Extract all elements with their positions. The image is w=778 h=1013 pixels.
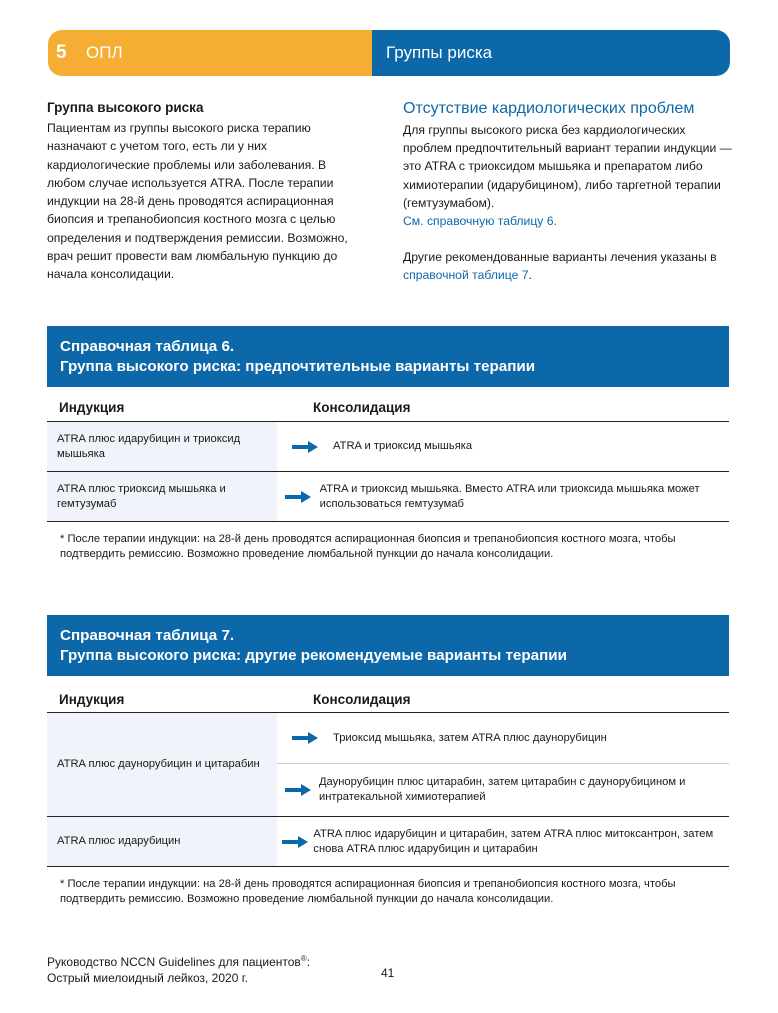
table7-title	[47, 615, 729, 676]
registered-mark: ®	[300, 954, 307, 963]
consolidation-text: ATRA плюс идарубицин и цитарабин, затем ATRA плюс митоксантрон, затем снова ATRA плюс идарубицин и цитарабин	[313, 827, 714, 855]
table6-col-induction: Индукция	[59, 399, 125, 415]
induction-cell: ATRA плюс идарубицин и триоксид мышьяка	[47, 422, 277, 471]
table6-reference-link[interactable]: См. справочную таблицу 6.	[403, 214, 557, 229]
table-row	[47, 817, 729, 867]
table7-col-induction: Индукция	[59, 691, 125, 707]
footer-colon: :	[306, 955, 311, 969]
consolidation-cell	[277, 422, 729, 471]
intro-right-p2-end: .	[528, 268, 532, 283]
consolidation-option	[277, 817, 729, 866]
consolidation-option	[277, 763, 729, 816]
table7-reference-link[interactable]: справочной таблице 7	[403, 268, 529, 283]
table7-title-line2: Группа высокого риска: другие рекомендуемые варианты терапии	[60, 647, 567, 664]
arrow-right-icon	[277, 836, 313, 848]
footer-line1	[47, 951, 310, 970]
consolidation-cell	[277, 817, 729, 866]
table6-column-headers	[47, 393, 729, 422]
intro-right-p2-text: Другие рекомендованные варианты лечения указаны в	[403, 250, 717, 265]
intro-right-text: Для группы высокого риска без кардиологических проблем предпочтительный вариант терапии индукции — это ATRA с триоксидом мышьяка и препаратом либо химиотерапии (идарубицином), либо таргетной терапии (гемтузумабом).	[403, 123, 732, 210]
chapter-number: 5	[56, 42, 67, 63]
consolidation-text: Триоксид мышьяка, затем ATRA плюс даунорубицин	[333, 731, 607, 744]
table6-title-line2: Группа высокого риска: предпочтительные варианты терапии	[60, 358, 536, 375]
section-title: Группы риска	[372, 30, 730, 76]
consolidation-text: ATRA и триоксид мышьяка	[333, 440, 473, 452]
intro-right-p2	[403, 248, 733, 284]
intro-right-body	[403, 121, 733, 230]
table6-footnote: * После терапии индукции: на 28-й день проводятся аспирационная биопсия и трепанобиопсия костного мозга, чтобы подтвердить ремиссию. Возможно проведение люмбальной пункции до начала консолидации.	[60, 533, 676, 561]
arrow-right-icon	[277, 441, 333, 453]
consolidation-cell	[277, 472, 729, 521]
induction-cell: ATRA плюс даунорубицин и цитарабин	[47, 713, 277, 816]
table6-col-consolidation: Консолидация	[313, 399, 411, 415]
consolidation-option	[277, 713, 729, 763]
consolidation-text: ATRA и триоксид мышьяка. Вместо ATRA или триоксида мышьяка может использоваться гемтузумаб	[319, 482, 700, 510]
intro-left-body: Пациентам из группы высокого риска терапию назначают с учетом того, есть ли у них кардиологические проблемы или заболевания. В любом случае используется ATRA. После терапии индукции на 28-й день проводятся аспирационная биопсия и трепанобиопсия костного мозга с целью определения и подтверждения ремиссии. Возможно, врач решит провести вам люмбальную пункцию до начала консолидации.	[47, 121, 348, 282]
induction-cell: ATRA плюс триоксид мышьяка и гемтузумаб	[47, 472, 277, 521]
reference-table-7	[47, 615, 729, 908]
chapter-title: ОПЛ	[86, 43, 123, 62]
arrow-right-icon	[277, 784, 319, 796]
page-number: 41	[381, 966, 395, 980]
arrow-right-icon	[277, 491, 320, 503]
induction-cell: ATRA плюс идарубицин	[47, 817, 277, 866]
consolidation-text: Даунорубицин плюс цитарабин, затем цитарабин с даунорубицином и интратекальной химиотерапией	[318, 776, 686, 803]
arrow-right-icon	[277, 732, 333, 744]
reference-table-6	[47, 326, 729, 563]
table-row	[47, 472, 729, 522]
page-footer	[47, 951, 310, 986]
table7-col-consolidation: Консолидация	[313, 691, 411, 707]
intro-left-column	[47, 100, 367, 284]
table7-column-headers	[47, 686, 729, 713]
consolidation-option	[277, 472, 729, 521]
chapter-tab	[48, 30, 372, 76]
intro-left-heading: Группа высокого риска	[47, 100, 204, 115]
table7-title-line1: Справочная таблица 7.	[60, 627, 235, 644]
consolidation-cell	[277, 713, 729, 816]
intro-right-heading: Отсутствие кардиологических проблем	[403, 100, 695, 117]
consolidation-option	[277, 422, 729, 471]
footer-guideline-title: Руководство NCCN Guidelines для пациентов	[47, 955, 301, 969]
footer-line2: Острый миелоидный лейкоз, 2020 г.	[47, 971, 248, 985]
table-row	[47, 422, 729, 472]
table6-title-line1: Справочная таблица 6.	[60, 338, 235, 355]
intro-right-column	[403, 100, 733, 285]
table-row	[47, 713, 729, 817]
table7-footnote: * После терапии индукции: на 28-й день проводятся аспирационная биопсия и трепанобиопсия костного мозга, чтобы подтвердить ремиссию. Возможно проведение люмбальной пункции до начала консолидации.	[60, 878, 676, 906]
table6-title	[47, 326, 729, 387]
chapter-header	[48, 30, 730, 76]
